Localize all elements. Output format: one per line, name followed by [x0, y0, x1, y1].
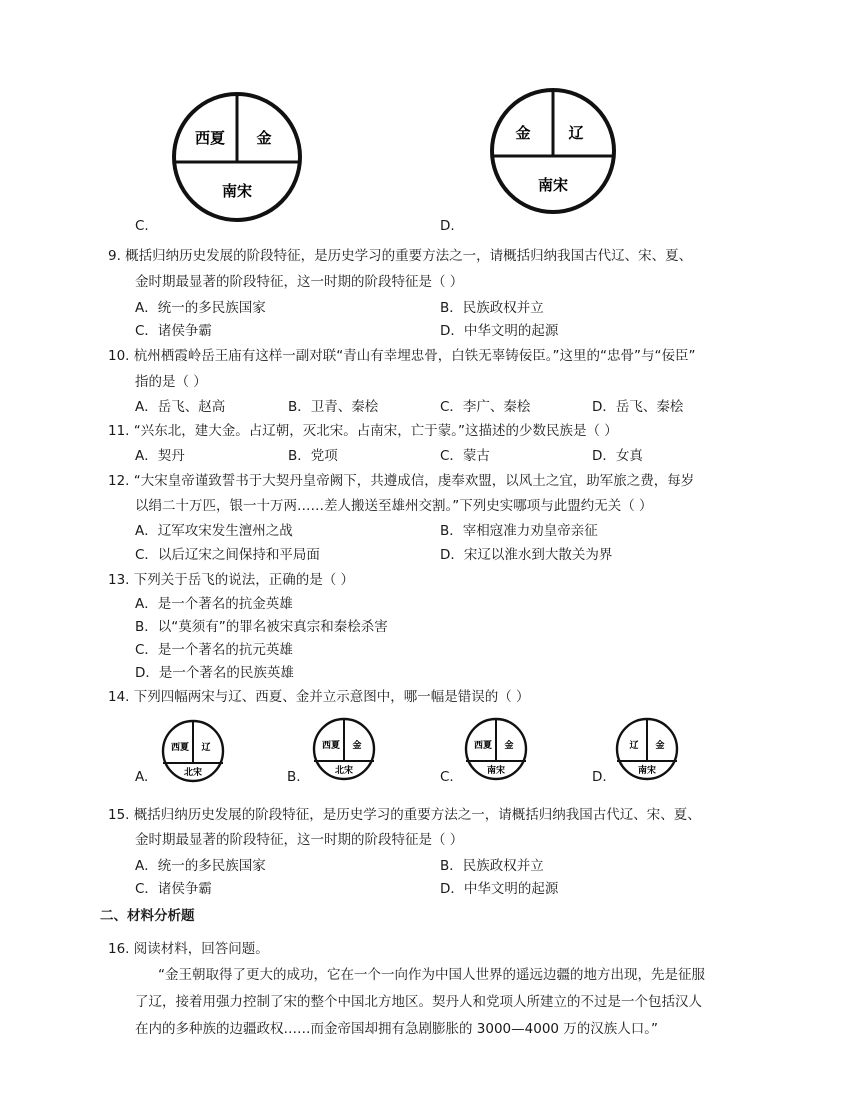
option-b[interactable]: B．党项 [288, 448, 338, 464]
region-left: 金 [515, 124, 531, 142]
question-text: 13. 下列关于岳飞的说法，正确的是（ ） [108, 572, 355, 588]
option-b[interactable]: B．民族政权并立 [440, 300, 544, 316]
region-bottom: 北宋 [183, 768, 203, 778]
material-paragraph-line: “金王朝取得了更大的成功，它在一个一向作为中国人世界的遥远边疆的地方出现，先是征服 [158, 967, 705, 983]
option-a[interactable]: A．辽军攻宋发生澶州之战 [135, 523, 293, 539]
question-text: 16. 阅读材料，回答问题。 [108, 941, 269, 957]
option-d[interactable]: D．中华文明的起源 [440, 881, 559, 897]
region-left: 西夏 [170, 743, 190, 753]
option-label: B. [287, 769, 301, 785]
region-right: 辽 [201, 743, 211, 753]
option-label: C. [440, 769, 454, 785]
question-text-cont: 金时期最显著的阶段特征，这一时期的阶段特征是（ ） [135, 274, 464, 290]
mini-circle-diagram [311, 716, 377, 782]
circle-diagram-c [170, 90, 305, 225]
question-text-cont: 金时期最显著的阶段特征，这一时期的阶段特征是（ ） [135, 832, 464, 848]
option-label: A. [135, 769, 149, 785]
option-a[interactable]: A．统一的多民族国家 [135, 300, 266, 316]
option-c[interactable]: C．诸侯争霸 [135, 323, 212, 339]
option-b[interactable]: B．宰相寇准力劝皇帝亲征 [440, 523, 598, 539]
option-a[interactable]: A．岳飞、赵高 [135, 399, 226, 415]
question-text: 11. “兴东北，建大金。占辽朝，灭北宋。占南宋，亡于蒙。”这描述的少数民族是（ ） [108, 423, 618, 439]
question-text: 9. 概括归纳历史发展的阶段特征，是历史学习的重要方法之一，请概括归纳我国古代辽、宋、夏、 [108, 248, 693, 264]
option-c[interactable]: C．是一个著名的抗元英雄 [135, 642, 293, 658]
region-bottom: 南宋 [486, 766, 506, 776]
option-b[interactable]: B．以“莫须有”的罪名被宋真宗和秦桧杀害 [135, 619, 388, 635]
option-c[interactable]: C．诸侯争霸 [135, 881, 212, 897]
region-bottom: 南宋 [221, 182, 253, 200]
option-d[interactable]: D．宋辽以淮水到大散关为界 [440, 547, 613, 563]
material-paragraph-line: 在内的多种族的边疆政权……而金帝国却拥有急剧膨胀的 3000—4000 万的汉族人口。” [135, 1021, 659, 1037]
option-d[interactable]: D．岳飞、秦桧 [592, 399, 684, 415]
region-right: 辽 [568, 124, 584, 142]
option-c[interactable]: C．以后辽宋之间保持和平局面 [135, 547, 320, 563]
question-text: 10. 杭州栖霞岭岳王庙有这样一副对联“青山有幸埋忠骨，白铁无辜铸佞臣。”这里的“忠骨”与“佞臣” [108, 348, 696, 364]
question-text: 12. “大宋皇帝谨致誓书于大契丹皇帝阙下，共遵成信，虔奉欢盟，以风土之宜，助军旅之费，每岁 [108, 473, 695, 489]
region-left: 西夏 [194, 129, 226, 147]
region-left: 西夏 [473, 741, 493, 751]
option-d[interactable]: D．中华文明的起源 [440, 323, 559, 339]
material-paragraph-line: 了辽，接着用强力控制了宋的整个中国北方地区。契丹人和党项人所建立的不过是一个包括汉人 [135, 994, 702, 1010]
option-label-d: D. [440, 218, 455, 234]
region-right: 金 [504, 741, 514, 751]
option-c[interactable]: C．李广、秦桧 [440, 399, 531, 415]
region-left: 辽 [629, 741, 639, 751]
circle-diagram-d [488, 86, 618, 216]
question-text-cont: 以绢二十万匹，银一十万两……差人搬送至雄州交割。”下列史实哪项与此盟约无关（ ） [135, 498, 653, 514]
mini-circle-diagram [463, 716, 529, 782]
mini-circle-diagram [160, 718, 226, 784]
option-a[interactable]: A．契丹 [135, 448, 185, 464]
option-d[interactable]: D．是一个著名的民族英雄 [135, 665, 294, 681]
option-b[interactable]: B．民族政权并立 [440, 858, 544, 874]
region-bottom: 北宋 [334, 766, 354, 776]
region-bottom: 南宋 [637, 766, 657, 776]
mini-circle-diagram [614, 716, 680, 782]
question-text: 15. 概括归纳历史发展的阶段特征，是历史学习的重要方法之一，请概括归纳我国古代辽、宋、夏、 [108, 807, 701, 823]
option-b[interactable]: B．卫青、秦桧 [288, 399, 379, 415]
option-label-c: C. [135, 218, 149, 234]
option-c[interactable]: C．蒙古 [440, 448, 490, 464]
question-text-cont: 指的是（ ） [135, 374, 207, 390]
section-heading: 二、材料分析题 [100, 908, 195, 924]
option-a[interactable]: A．统一的多民族国家 [135, 858, 266, 874]
option-d[interactable]: D．女真 [592, 448, 643, 464]
region-right: 金 [655, 741, 665, 751]
region-bottom: 南宋 [537, 176, 569, 194]
region-right: 金 [256, 129, 272, 147]
region-right: 金 [352, 741, 362, 751]
option-a[interactable]: A．是一个著名的抗金英雄 [135, 596, 293, 612]
region-left: 西夏 [321, 741, 341, 751]
option-label: D. [592, 769, 607, 785]
question-text: 14. 下列四幅两宋与辽、西夏、金并立示意图中，哪一幅是错误的（ ） [108, 689, 530, 705]
